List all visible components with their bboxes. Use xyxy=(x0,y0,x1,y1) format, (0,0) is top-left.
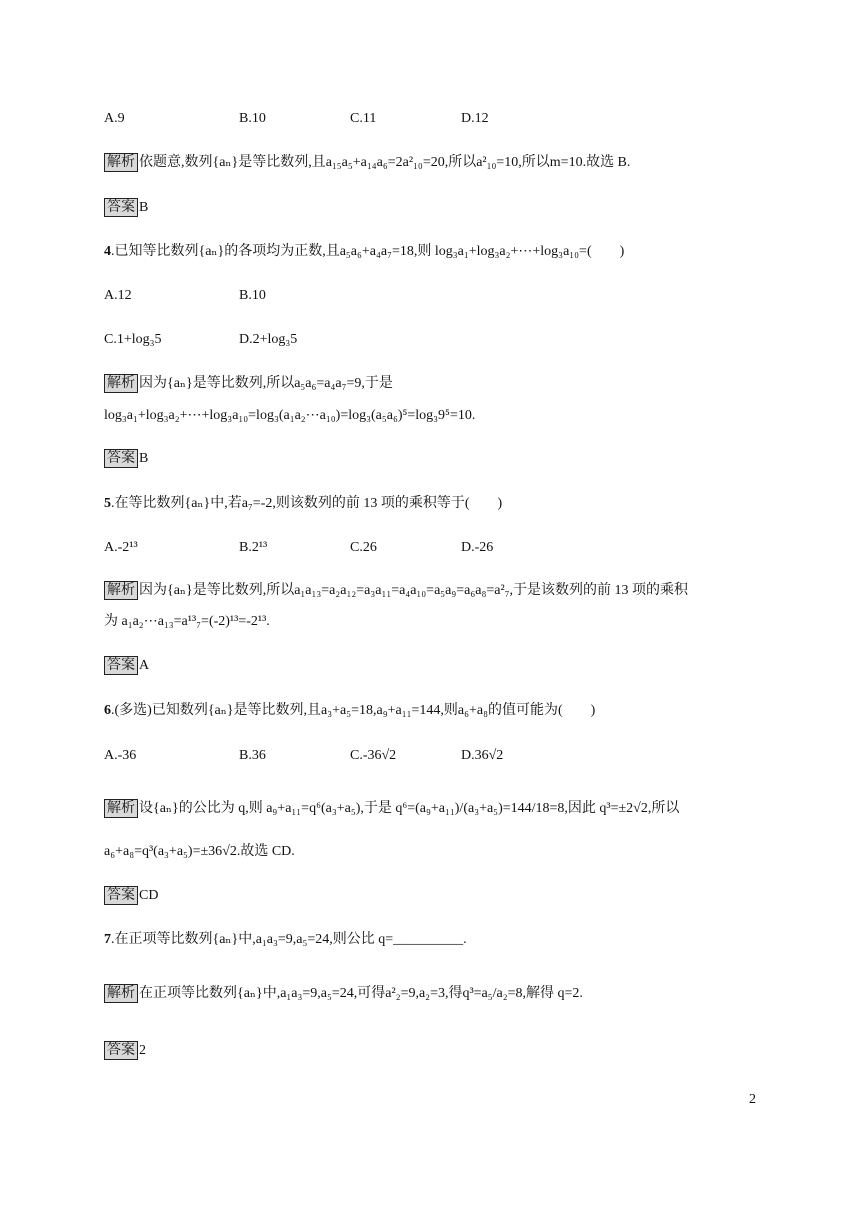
q5-options xyxy=(104,538,704,558)
q4-stem xyxy=(104,242,624,262)
q4-options-row2 xyxy=(104,330,704,350)
q5-option-a: A.-2¹³ xyxy=(104,540,138,555)
q6-stem xyxy=(104,701,595,721)
answer-tag: 答案 xyxy=(104,656,138,675)
q7-stem xyxy=(104,930,467,950)
q3-option-b: B.10 xyxy=(239,111,266,126)
q3-option-a: A.9 xyxy=(104,111,125,126)
q3-options xyxy=(104,109,704,129)
analysis-tag: 解析 xyxy=(104,374,138,393)
analysis-text: 在正项等比数列{aₙ}中,a₁a₃=9,a₅=24,可得a²₂=9,a₂=3,得q³=a₅/a₂=8,解得 q=2. xyxy=(139,986,583,1001)
q6-option-a: A.-36 xyxy=(104,748,137,763)
answer-text: B xyxy=(139,200,149,215)
question-text: .(多选)已知数列{aₙ}是等比数列,且a₃+a₅=18,a₉+a₁₁=144,则a₆+a₈的值可能为( ) xyxy=(111,703,596,718)
answer-text: A xyxy=(139,658,150,673)
answer-tag: 答案 xyxy=(104,886,138,905)
analysis-tag: 解析 xyxy=(104,799,138,818)
analysis-text: 因为{aₙ}是等比数列,所以a₅a₆=a₄a₇=9,于是 xyxy=(139,376,393,391)
q5-option-d: D.-26 xyxy=(461,540,494,555)
question-text: .已知等比数列{aₙ}的各项均为正数,且a₅a₆+a₄a₇=18,则 log₃a₁+log₃a₂+⋯+log₃a₁₀=( ) xyxy=(111,244,625,259)
q5-answer xyxy=(104,656,149,676)
q6-answer xyxy=(104,886,158,906)
answer-text: 2 xyxy=(139,1043,146,1058)
question-text: .在正项等比数列{aₙ}中,a₁a₃=9,a₅=24,则公比 q=__________. xyxy=(111,932,467,947)
q4-analysis-cont: log₃a₁+log₃a₂+⋯+log₃a₁₀=log₃(a₁a₂⋯a₁₀)=log₃(a₅a₆)⁵=log₃9⁵=10. xyxy=(104,408,476,423)
q5-analysis xyxy=(104,581,688,601)
analysis-tag: 解析 xyxy=(104,984,138,1003)
q4-option-d: D.2+log₃5 xyxy=(239,332,298,347)
answer-tag: 答案 xyxy=(104,1041,138,1060)
question-number: 7 xyxy=(104,932,111,947)
analysis-text: 因为{aₙ}是等比数列,所以a₁a₁₃=a₂a₁₂=a₃a₁₁=a₄a₁₀=a₅a₉=a₆a₈=a²₇,于是该数列的前 13 项的乘积 xyxy=(139,583,689,598)
q5-analysis-cont: 为 a₁a₂⋯a₁₃=a¹³₇=(-2)¹³=-2¹³. xyxy=(104,614,270,629)
q6-analysis-cont: a₆+a₈=q³(a₃+a₅)=±36√2.故选 CD. xyxy=(104,844,295,859)
q7-answer xyxy=(104,1041,146,1061)
q6-option-b: B.36 xyxy=(239,748,266,763)
q4-analysis xyxy=(104,374,393,394)
question-number: 6 xyxy=(104,703,111,718)
q3-option-c: C.11 xyxy=(350,111,377,126)
answer-text: CD xyxy=(139,888,159,903)
answer-tag: 答案 xyxy=(104,198,138,217)
q6-options xyxy=(104,746,704,766)
q6-analysis xyxy=(104,799,679,819)
q7-analysis xyxy=(104,984,583,1004)
q5-option-c: C.26 xyxy=(350,540,377,555)
analysis-tag: 解析 xyxy=(104,153,138,172)
answer-tag: 答案 xyxy=(104,449,138,468)
analysis-text: 设{aₙ}的公比为 q,则 a₉+a₁₁=q⁶(a₃+a₅),于是 q⁶=(a₉+a₁₁)/(a₃+a₅)=144/18=8,因此 q³=±2√2,所以 xyxy=(139,801,680,816)
q5-option-b: B.2¹³ xyxy=(239,540,268,555)
q6-option-c: C.-36√2 xyxy=(350,748,397,763)
q3-answer xyxy=(104,198,148,218)
question-text: .在等比数列{aₙ}中,若a₇=-2,则该数列的前 13 项的乘积等于( ) xyxy=(111,496,503,511)
question-number: 4 xyxy=(104,244,111,259)
analysis-tag: 解析 xyxy=(104,581,138,600)
q6-option-d: D.36√2 xyxy=(461,748,504,763)
q4-options-row1 xyxy=(104,286,704,306)
q4-option-b: B.10 xyxy=(239,288,266,303)
page-number: 2 xyxy=(749,1092,756,1107)
q3-analysis xyxy=(104,153,630,173)
q4-answer xyxy=(104,449,148,469)
answer-text: B xyxy=(139,451,149,466)
q3-option-d: D.12 xyxy=(461,111,489,126)
q5-stem xyxy=(104,494,502,514)
analysis-text: 依题意,数列{aₙ}是等比数列,且a₁₅a₅+a₁₄a₆=2a²₁₀=20,所以a²₁₀=10,所以m=10.故选 B. xyxy=(139,155,631,170)
question-number: 5 xyxy=(104,496,111,511)
q4-option-a: A.12 xyxy=(104,288,132,303)
q4-option-c: C.1+log₃5 xyxy=(104,332,162,347)
